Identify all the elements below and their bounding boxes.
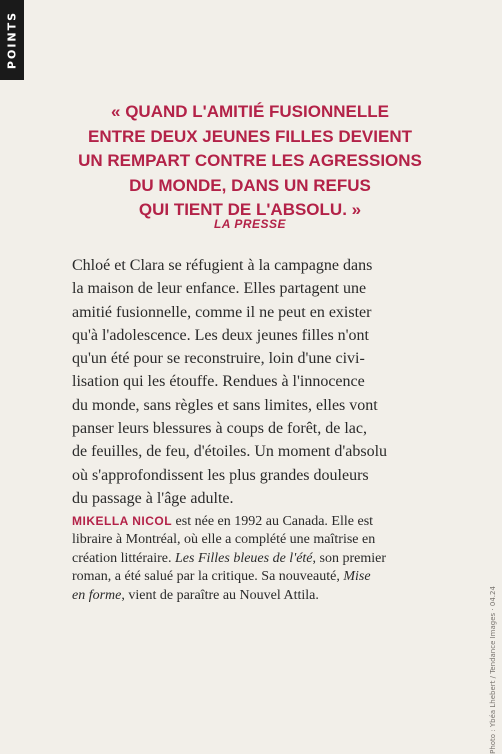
press-quote <box>60 100 440 223</box>
author-bio <box>72 512 464 605</box>
bio-line: libraire à Montréal, où elle a complété une maîtrise en <box>72 532 376 548</box>
summary-line: qu'à l'adolescence. Les deux jeunes filles n'ont <box>72 326 369 344</box>
quote-line: « QUAND L'AMITIÉ FUSIONNELLE <box>111 102 389 121</box>
summary-line: où s'approfondissent les plus grandes douleurs <box>72 466 369 484</box>
summary-line: Chloé et Clara se réfugient à la campagne dans <box>72 257 373 274</box>
book-title: Mise <box>343 569 371 585</box>
bio-line <box>72 550 464 568</box>
brand-tab-label: POINTS <box>5 10 19 70</box>
summary-line: du passage à l'âge adulte. <box>72 489 234 507</box>
bio-text: roman, a été salué par la critique. Sa nouveauté, <box>72 569 344 585</box>
summary-line: du monde, sans règles et sans limites, elles vont <box>72 396 378 414</box>
book-title: Les Filles bleues de l'été <box>175 550 313 566</box>
author-name: MIKELLA NICOL <box>72 514 173 528</box>
book-title: en forme <box>72 587 122 603</box>
photo-credit: Photo : Ybéa Lhebert / Tendance Images · 04.24 <box>489 586 497 754</box>
quote-line: UN REMPART CONTRE LES AGRESSIONS <box>78 151 422 170</box>
bio-line <box>72 587 464 605</box>
bio-text: est née en 1992 au Canada. Elle est <box>172 514 374 529</box>
quote-line: DU MONDE, DANS UN REFUS <box>129 175 371 195</box>
bio-line <box>72 568 464 586</box>
summary-line: lisation qui les étouffe. Rendues à l'innocence <box>72 373 365 391</box>
bio-text: , son premier <box>312 550 386 566</box>
summary-line: panser leurs blessures à coups de forêt, de lac, <box>72 420 367 438</box>
summary-line: la maison de leur enfance. Elles partagent une <box>72 280 367 298</box>
bio-line <box>72 512 464 531</box>
summary-line: amitié fusionnelle, comme il ne peut en exister <box>72 303 372 321</box>
quote-line: ENTRE DEUX JEUNES FILLES DEVIENT <box>88 126 412 146</box>
summary-line: de feuilles, de feu, d'étoiles. Un moment d'absolu <box>72 443 388 461</box>
book-summary <box>72 254 464 510</box>
brand-tab <box>0 0 24 80</box>
quote-source: LA PRESSE <box>213 217 287 231</box>
bio-text: création littéraire. <box>72 550 175 566</box>
quote-line: QUI TIENT DE L'ABSOLU. » <box>138 200 362 219</box>
bio-text: , vient de paraître au Nouvel Attila. <box>121 587 319 603</box>
summary-line: qu'un été pour se reconstruire, loin d'une civi- <box>72 350 365 368</box>
